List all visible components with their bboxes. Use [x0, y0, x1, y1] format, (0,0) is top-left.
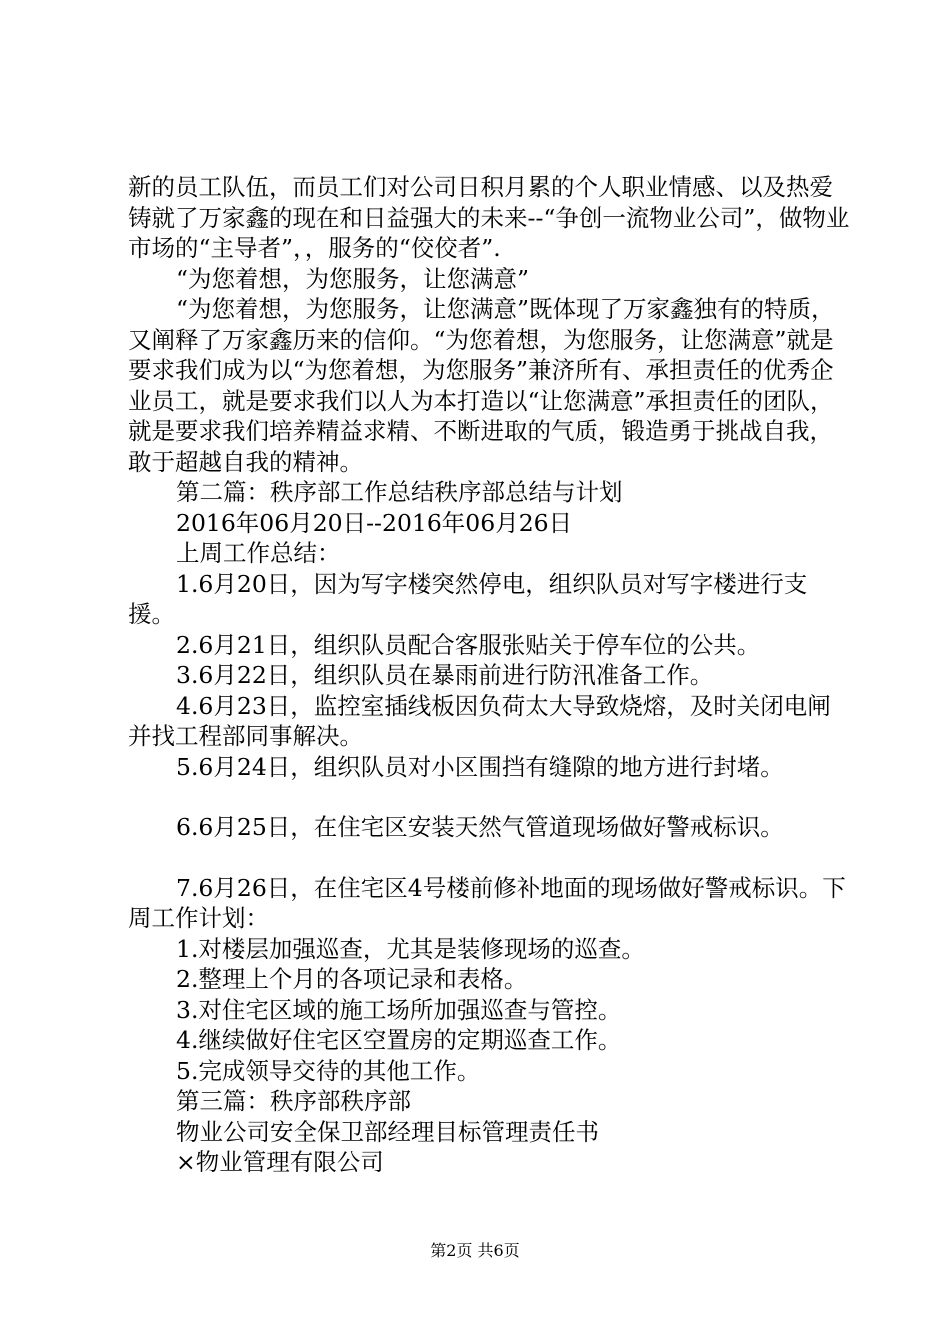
- document-title: 物业公司安全保卫部经理目标管理责任书: [176, 1117, 599, 1146]
- plan-item: 5.完成领导交待的其他工作。: [176, 1056, 481, 1085]
- document-body: [128, 172, 853, 1178]
- plan-item: 1.对楼层加强巡查，尤其是装修现场的巡查。: [176, 934, 645, 963]
- last-week-summary-heading: 上周工作总结：: [176, 539, 341, 567]
- paragraph-slogan-explanation: “为您着想，为您服务，让您满意”既体现了万家鑫独有的特质，又阐释了万家鑫历来的信仰。“为您着想，为您服务，让您满意”就是要求我们成为以“为您着想，为您服务”兼济所有、承担责任的优秀企业员工，就是要求我们以人为本打造以“让您满意”承担责任的团队，就是要求我们培养精益求精、不断进取的气质，锻造勇于挑战自我，敢于超越自我的精神。: [128, 295, 835, 476]
- summary-item: 6.6月25日，在住宅区安装天然气管道现场做好警戒标识。: [176, 813, 784, 841]
- summary-item: 5.6月24日，组织队员对小区围挡有缝隙的地方进行封堵。: [176, 752, 784, 781]
- page-footer: 第2页 共6页: [430, 1241, 520, 1260]
- company-name: ×物业管理有限公司: [176, 1148, 384, 1176]
- paragraph-slogan: “为您着想，为您服务，让您满意”: [176, 264, 530, 293]
- plan-item: 2.整理上个月的各项记录和表格。: [176, 965, 528, 993]
- date-range: 2016年06月20日--2016年06月26日: [176, 508, 573, 537]
- plan-item: 3.对住宅区域的施工场所加强巡查与管控。: [176, 995, 622, 1024]
- section-heading-3: 第三篇：秩序部秩序部: [176, 1087, 411, 1115]
- paragraph-continuation: 新的员工队伍，而员工们对公司日积月累的个人职业情感、以及热爱铸就了万家鑫的现在和日益强大的未来--“争创一流物业公司”，做物业市场的“主导者”，，服务的“佼佼者”.: [128, 173, 850, 262]
- summary-item: 2.6月21日，组织队员配合客服张贴关于停车位的公共。: [176, 630, 761, 659]
- summary-item: 7.6月26日，在住宅区4号楼前修补地面的现场做好警戒标识。下周工作计划：: [128, 873, 846, 932]
- summary-item: 3.6月22日，组织队员在暴雨前进行防汛准备工作。: [176, 661, 714, 689]
- plan-item: 4.继续做好住宅区空置房的定期巡查工作。: [176, 1026, 622, 1054]
- section-heading-2: 第二篇：秩序部工作总结秩序部总结与计划: [176, 478, 623, 506]
- summary-item: 4.6月23日，监控室插线板因负荷太大导致烧熔，及时关闭电闸并找工程部同事解决。: [128, 691, 831, 750]
- summary-item: 1.6月20日，因为写字楼突然停电，组织队员对写字楼进行支援。: [128, 569, 808, 628]
